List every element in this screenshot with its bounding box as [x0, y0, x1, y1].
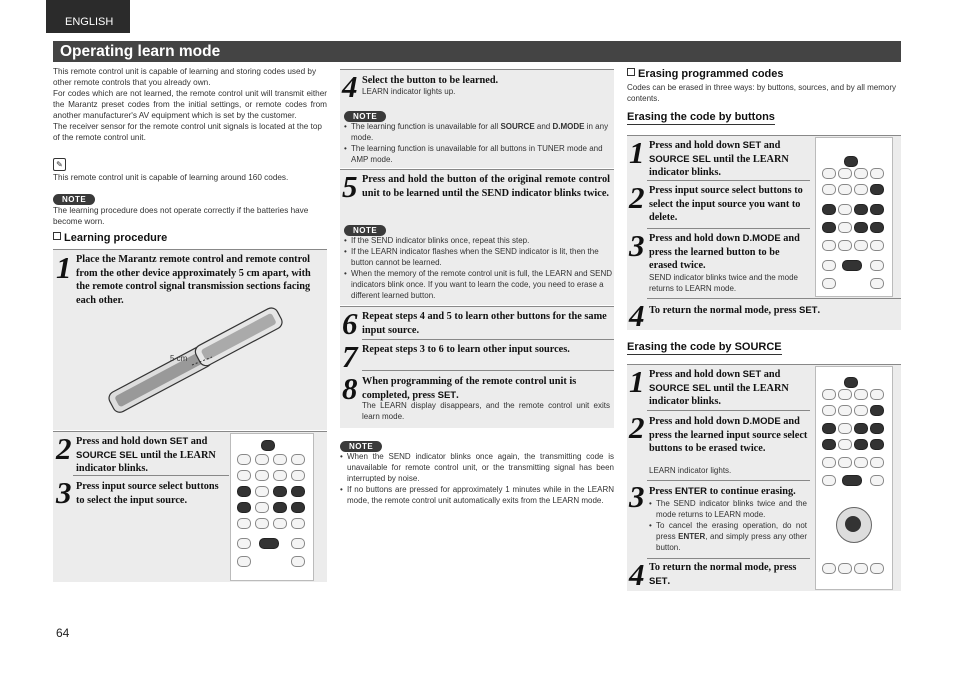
erase-buttons-step-2: Press input source select buttons to select the input source you want to delete. [649, 185, 803, 223]
checkbox-icon [53, 232, 61, 240]
step-number-3: 3 [56, 475, 72, 510]
step-number-1: 1 [56, 250, 72, 285]
erase-buttons-step-4: To return the normal mode, press SET. [649, 305, 821, 316]
step-7-text: Repeat steps 3 to 6 to learn other input sources. [362, 344, 570, 355]
language-tab: ENGLISH [46, 0, 130, 33]
step-1-text: Place the Marantz remote control and remote control from the other device approximately 5 cm apart, with the remote control signal transmission sections facing each other. [76, 254, 311, 306]
remote-control-image [230, 433, 314, 581]
intro-paragraph-1: This remote control unit is capable of learning and storing codes used by other remote controls that you already own. [53, 67, 317, 87]
checkbox-icon [627, 68, 635, 76]
step-number-2: 2 [629, 180, 645, 215]
erasing-heading: Erasing programmed codes [627, 68, 784, 80]
step-8-subtext: The LEARN display disappears, and the remote control unit exits learn mode. [362, 401, 610, 421]
page-title: Operating learn mode [53, 41, 901, 62]
step-4-text: Select the button to be learned. [362, 75, 499, 86]
step-5-text: Press and hold the button of the original remote control unit to be learned until the SEND indicator blinks twice. [362, 174, 610, 199]
step-3-text: Press input source select buttons to select the input source. [76, 481, 219, 506]
erase-by-source-heading: Erasing the code by SOURCE [627, 341, 782, 353]
step-number-8: 8 [342, 371, 358, 406]
note-badge: NOTE [344, 111, 386, 122]
step-number-2: 2 [629, 410, 645, 445]
note-badge: NOTE [53, 194, 95, 205]
step-number-4: 4 [629, 557, 645, 592]
remote-control-image [815, 366, 893, 590]
note-badge: NOTE [340, 441, 382, 452]
distance-label: 5 cm [170, 354, 188, 363]
step-number-3: 3 [629, 228, 645, 263]
step-number-7: 7 [342, 339, 358, 374]
remote-learning-illustration [100, 305, 290, 423]
page-number: 64 [56, 626, 70, 640]
remote-control-image [815, 137, 893, 297]
intro-paragraph-3: The receiver sensor for the remote control unit signals is located at the top of the remote control unit. [53, 122, 322, 142]
step-4-notes: • The learning function is unavailable for all SOURCE and D.MODE in any mode. • The learning function is unavailable for all buttons in TUNER mode and AMP mode. [344, 121, 612, 165]
erasing-intro: Codes can be erased in three ways: by buttons, sources, and by all memory contents. [627, 83, 897, 103]
step-number-4: 4 [342, 69, 358, 104]
erase-buttons-step-1: Press and hold down SET and SOURCE SEL until the LEARN indicator blinks. [649, 140, 789, 178]
step-number-6: 6 [342, 306, 358, 341]
erase-source-step-1: Press and hold down SET and SOURCE SEL until the LEARN indicator blinks. [649, 369, 789, 407]
step-number-4: 4 [629, 298, 645, 333]
intro-paragraph-2: For codes which are not learned, the remote control unit will transmit either the Marantz preset codes from the initial settings, or remote codes from another manufacturer's AV equipment which is set by the customer. [53, 89, 327, 120]
step-4-subtext: LEARN indicator lights up. [362, 87, 456, 96]
step-number-5: 5 [342, 169, 358, 204]
step-2-text: Press and hold down SET and SOURCE SEL until the LEARN indicator blinks. [76, 436, 216, 474]
step-number-1: 1 [629, 135, 645, 170]
step-6-text: Repeat steps 4 and 5 to learn other buttons for the same input source. [362, 311, 607, 336]
tip-text: This remote control unit is capable of learning around 160 codes. [53, 173, 289, 182]
erase-source-step-3: Press ENTER to continue erasing. [649, 486, 796, 497]
erase-buttons-step-3-subtext: SEND indicator blinks twice and the mode returns to LEARN mode. [649, 273, 798, 293]
step-8-text: When programming of the remote control unit is completed, press SET. [362, 376, 577, 401]
note-text: The learning procedure does not operate correctly if the batteries have become worn. [53, 206, 309, 226]
erase-source-step-3-notes: • The SEND indicator blinks twice and the mode returns to LEARN mode. • To cancel the erasing operation, do not press ENTER, and simply press any other button. [649, 498, 807, 553]
intro-text [53, 66, 327, 143]
erase-source-step-4: To return the normal mode, press SET. [649, 562, 797, 587]
erase-source-step-2-subtext: LEARN indicator lights. [649, 466, 732, 475]
erase-source-step-2: Press and hold down D.MODE and press the learned input source select buttons to be erased twice. [649, 416, 808, 454]
learning-procedure-heading: Learning procedure [53, 232, 167, 244]
step-number-2: 2 [56, 431, 72, 466]
pencil-icon: ✎ [53, 158, 66, 171]
note-badge: NOTE [344, 225, 386, 236]
erase-buttons-step-3: Press and hold down D.MODE and press the learned button to be erased twice. [649, 233, 800, 271]
step-number-1: 1 [629, 364, 645, 399]
step-8-notes: • When the SEND indicator blinks once again, the transmitting code is unavailable for remote control unit, or the transmitting signal has been interrupted by noise. • If no buttons are pressed for approximately 1 minutes while in the LEARN mode, the remote control unit automatically exits from the LEARN mode. [340, 451, 614, 506]
erase-by-buttons-heading: Erasing the code by buttons [627, 111, 775, 123]
step-5-notes: • If the SEND indicator blinks once, repeat this step. • If the LEARN indicator flashes when the SEND indicator is lit, then the button cannot be learned. • When the memory of the remote control unit is full, the LEARN and SEND indicators blink once. If you want to learn the code, you need to erase a different learned button. [344, 235, 612, 301]
step-number-3: 3 [629, 479, 645, 514]
